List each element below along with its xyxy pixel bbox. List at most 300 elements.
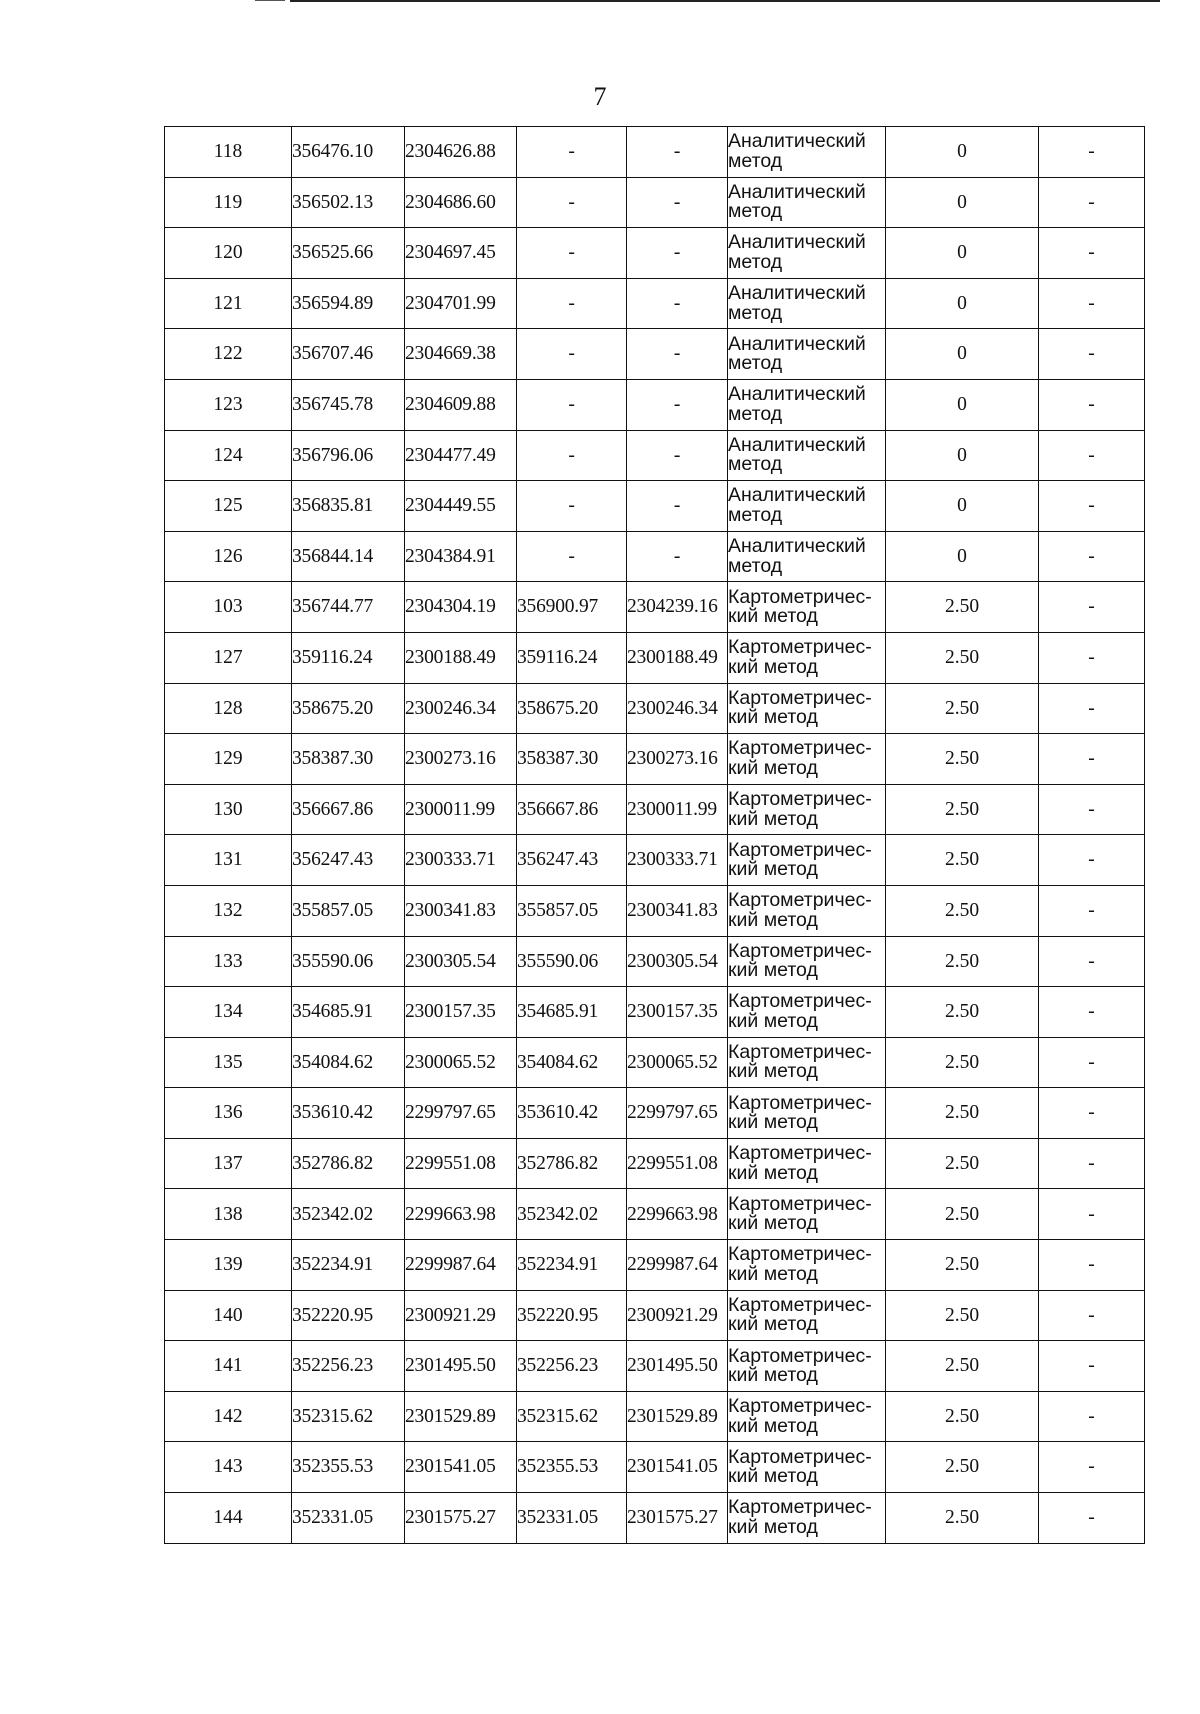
table-row [165,329,1145,380]
method-line-2: кий метод [728,1364,818,1387]
y-coord-cell: 2299987.64 [405,1240,517,1291]
error-cell: 2.50 [886,1088,1039,1139]
method-line-2: кий метод [728,1060,818,1083]
x-coord-cell: 356835.81 [292,481,405,532]
method-line-2: кий метод [728,1111,818,1134]
y-coord-2-cell: - [627,531,728,582]
x-coord-2-cell: 352256.23 [517,1341,627,1392]
note-cell: - [1039,1240,1145,1291]
point-number-cell: 134 [165,987,292,1038]
x-coord-2-cell: 354685.91 [517,987,627,1038]
table-row [165,885,1145,936]
y-coord-cell: 2304686.60 [405,177,517,228]
method-line-2: кий метод [728,1009,818,1032]
method-line-1: Картометричес- [728,636,872,659]
method-line-2: метод [728,503,783,526]
x-coord-2-cell: 352786.82 [517,1138,627,1189]
x-coord-cell: 356707.46 [292,329,405,380]
note-cell: - [1039,1037,1145,1088]
x-coord-2-cell: 358675.20 [517,683,627,734]
y-coord-cell: 2300273.16 [405,734,517,785]
error-cell: 2.50 [886,835,1039,886]
table-row [165,936,1145,987]
scan-edge-mark [255,0,285,1]
scan-top-rule [290,0,1160,2]
y-coord-2-cell: - [627,127,728,178]
x-coord-2-cell: 352331.05 [517,1493,627,1544]
error-cell: 0 [886,177,1039,228]
point-number-cell: 130 [165,784,292,835]
method-line-1: Картометричес- [728,1040,872,1063]
x-coord-cell: 352315.62 [292,1391,405,1442]
y-coord-cell: 2300011.99 [405,784,517,835]
note-cell: - [1039,177,1145,228]
y-coord-2-cell: 2300333.71 [627,835,728,886]
method-cell [728,481,886,532]
error-cell: 2.50 [886,683,1039,734]
error-cell: 2.50 [886,1037,1039,1088]
x-coord-2-cell: - [517,430,627,481]
table-row [165,1037,1145,1088]
method-line-2: кий метод [728,1313,818,1336]
method-line-1: Картометричес- [728,1091,872,1114]
x-coord-2-cell: - [517,127,627,178]
point-number-cell: 143 [165,1442,292,1493]
note-cell: - [1039,1290,1145,1341]
y-coord-cell: 2304626.88 [405,127,517,178]
note-cell: - [1039,1341,1145,1392]
method-cell [728,278,886,329]
y-coord-2-cell: - [627,481,728,532]
table-row [165,127,1145,178]
note-cell: - [1039,1391,1145,1442]
method-line-2: кий метод [728,959,818,982]
method-cell [728,936,886,987]
error-cell: 2.50 [886,784,1039,835]
table-row [165,531,1145,582]
error-cell: 2.50 [886,632,1039,683]
x-coord-cell: 356744.77 [292,582,405,633]
note-cell: - [1039,278,1145,329]
method-cell [728,683,886,734]
x-coord-2-cell: - [517,531,627,582]
note-cell: - [1039,379,1145,430]
x-coord-cell: 355590.06 [292,936,405,987]
point-number-cell: 126 [165,531,292,582]
x-coord-cell: 352355.53 [292,1442,405,1493]
error-cell: 2.50 [886,1290,1039,1341]
point-number-cell: 144 [165,1493,292,1544]
y-coord-cell: 2299551.08 [405,1138,517,1189]
table-body [165,127,1145,1544]
method-line-1: Картометричес- [728,990,872,1013]
method-line-1: Аналитический [728,332,866,355]
method-line-1: Аналитический [728,282,866,305]
x-coord-cell: 358387.30 [292,734,405,785]
table-row [165,1138,1145,1189]
y-coord-cell: 2304701.99 [405,278,517,329]
y-coord-cell: 2304697.45 [405,228,517,279]
y-coord-2-cell: - [627,430,728,481]
y-coord-2-cell: 2300921.29 [627,1290,728,1341]
x-coord-2-cell: 352220.95 [517,1290,627,1341]
method-line-2: кий метод [728,1262,818,1285]
method-line-1: Аналитический [728,180,866,203]
y-coord-cell: 2300921.29 [405,1290,517,1341]
y-coord-cell: 2301575.27 [405,1493,517,1544]
y-coord-2-cell: 2300273.16 [627,734,728,785]
y-coord-2-cell: 2300011.99 [627,784,728,835]
x-coord-cell: 358675.20 [292,683,405,734]
error-cell: 2.50 [886,987,1039,1038]
point-number-cell: 141 [165,1341,292,1392]
table-row [165,1088,1145,1139]
table-row [165,481,1145,532]
y-coord-cell: 2300341.83 [405,885,517,936]
y-coord-2-cell: 2301575.27 [627,1493,728,1544]
y-coord-cell: 2300065.52 [405,1037,517,1088]
method-line-1: Аналитический [728,383,866,406]
note-cell: - [1039,228,1145,279]
x-coord-2-cell: 356900.97 [517,582,627,633]
error-cell: 2.50 [886,1442,1039,1493]
y-coord-cell: 2300246.34 [405,683,517,734]
x-coord-2-cell: 352342.02 [517,1189,627,1240]
x-coord-cell: 353610.42 [292,1088,405,1139]
note-cell: - [1039,734,1145,785]
y-coord-2-cell: 2300246.34 [627,683,728,734]
x-coord-cell: 352256.23 [292,1341,405,1392]
point-number-cell: 133 [165,936,292,987]
x-coord-cell: 355857.05 [292,885,405,936]
x-coord-cell: 356667.86 [292,784,405,835]
x-coord-cell: 352331.05 [292,1493,405,1544]
x-coord-2-cell: 354084.62 [517,1037,627,1088]
method-line-1: Картометричес- [728,1192,872,1215]
x-coord-cell: 352342.02 [292,1189,405,1240]
y-coord-2-cell: 2299663.98 [627,1189,728,1240]
point-number-cell: 136 [165,1088,292,1139]
table-row [165,278,1145,329]
x-coord-cell: 354685.91 [292,987,405,1038]
method-cell [728,127,886,178]
x-coord-2-cell: 359116.24 [517,632,627,683]
y-coord-2-cell: - [627,177,728,228]
note-cell: - [1039,430,1145,481]
x-coord-2-cell: 352315.62 [517,1391,627,1442]
table-row [165,228,1145,279]
error-cell: 2.50 [886,936,1039,987]
y-coord-2-cell: 2300157.35 [627,987,728,1038]
method-cell [728,885,886,936]
point-number-cell: 128 [165,683,292,734]
method-line-1: Картометричес- [728,585,872,608]
note-cell: - [1039,127,1145,178]
error-cell: 0 [886,481,1039,532]
method-line-1: Картометричес- [728,737,872,760]
method-line-2: кий метод [728,1212,818,1235]
method-cell [728,379,886,430]
error-cell: 2.50 [886,1493,1039,1544]
note-cell: - [1039,987,1145,1038]
method-line-2: метод [728,200,783,223]
method-line-1: Картометричес- [728,1293,872,1316]
table-row [165,835,1145,886]
y-coord-cell: 2304477.49 [405,430,517,481]
method-line-2: кий метод [728,1515,818,1538]
method-cell [728,1391,886,1442]
table-row [165,1189,1145,1240]
error-cell: 0 [886,329,1039,380]
x-coord-2-cell: - [517,481,627,532]
method-line-1: Картометричес- [728,1395,872,1418]
method-line-1: Картометричес- [728,686,872,709]
error-cell: 0 [886,278,1039,329]
method-line-1: Картометричес- [728,788,872,811]
method-line-2: метод [728,250,783,273]
note-cell: - [1039,329,1145,380]
method-line-2: метод [728,453,783,476]
method-cell [728,582,886,633]
y-coord-cell: 2299663.98 [405,1189,517,1240]
x-coord-2-cell: - [517,329,627,380]
method-line-1: Картометричес- [728,1496,872,1519]
error-cell: 0 [886,531,1039,582]
method-line-2: кий метод [728,655,818,678]
table-row [165,1341,1145,1392]
x-coord-cell: 356502.13 [292,177,405,228]
y-coord-cell: 2300305.54 [405,936,517,987]
method-cell [728,1341,886,1392]
method-line-1: Картометричес- [728,1344,872,1367]
x-coord-2-cell: 355857.05 [517,885,627,936]
note-cell: - [1039,835,1145,886]
y-coord-2-cell: 2301541.05 [627,1442,728,1493]
method-line-2: кий метод [728,1414,818,1437]
table-row [165,379,1145,430]
method-cell [728,1138,886,1189]
y-coord-cell: 2304304.19 [405,582,517,633]
point-number-cell: 138 [165,1189,292,1240]
note-cell: - [1039,936,1145,987]
table-row [165,1493,1145,1544]
method-line-2: метод [728,301,783,324]
point-number-cell: 119 [165,177,292,228]
method-line-1: Картометричес- [728,1445,872,1468]
method-line-2: кий метод [728,858,818,881]
method-cell [728,1240,886,1291]
method-line-1: Аналитический [728,535,866,558]
error-cell: 0 [886,228,1039,279]
x-coord-cell: 356525.66 [292,228,405,279]
method-cell [728,987,886,1038]
method-cell [728,228,886,279]
method-cell [728,531,886,582]
y-coord-2-cell: 2301529.89 [627,1391,728,1442]
point-number-cell: 103 [165,582,292,633]
y-coord-cell: 2300157.35 [405,987,517,1038]
y-coord-cell: 2301495.50 [405,1341,517,1392]
method-line-2: кий метод [728,1161,818,1184]
note-cell: - [1039,1138,1145,1189]
page-number: 7 [593,82,607,111]
x-coord-cell: 352220.95 [292,1290,405,1341]
point-number-cell: 124 [165,430,292,481]
point-number-cell: 137 [165,1138,292,1189]
method-cell [728,1037,886,1088]
y-coord-cell: 2301529.89 [405,1391,517,1442]
method-line-1: Картометричес- [728,1142,872,1165]
error-cell: 0 [886,379,1039,430]
method-line-2: метод [728,402,783,425]
note-cell: - [1039,632,1145,683]
y-coord-2-cell: 2300341.83 [627,885,728,936]
y-coord-2-cell: 2300305.54 [627,936,728,987]
coordinates-table [164,126,1145,1544]
x-coord-cell: 352234.91 [292,1240,405,1291]
table-row [165,177,1145,228]
method-line-2: кий метод [728,756,818,779]
x-coord-cell: 356796.06 [292,430,405,481]
y-coord-2-cell: - [627,379,728,430]
note-cell: - [1039,1442,1145,1493]
method-line-1: Аналитический [728,433,866,456]
method-cell [728,329,886,380]
table-row [165,1290,1145,1341]
x-coord-2-cell: 356247.43 [517,835,627,886]
x-coord-2-cell: 358387.30 [517,734,627,785]
point-number-cell: 123 [165,379,292,430]
error-cell: 0 [886,430,1039,481]
method-line-1: Аналитический [728,484,866,507]
method-line-2: кий метод [728,908,818,931]
method-line-1: Картометричес- [728,1243,872,1266]
note-cell: - [1039,683,1145,734]
method-line-2: метод [728,149,783,172]
method-cell [728,784,886,835]
table-row [165,1442,1145,1493]
note-cell: - [1039,1493,1145,1544]
y-coord-cell: 2299797.65 [405,1088,517,1139]
x-coord-2-cell: 352355.53 [517,1442,627,1493]
error-cell: 2.50 [886,1341,1039,1392]
method-line-2: метод [728,352,783,375]
y-coord-cell: 2304609.88 [405,379,517,430]
x-coord-cell: 356476.10 [292,127,405,178]
method-line-1: Аналитический [728,130,866,153]
y-coord-2-cell: 2300065.52 [627,1037,728,1088]
method-line-1: Картометричес- [728,838,872,861]
point-number-cell: 132 [165,885,292,936]
x-coord-cell: 354084.62 [292,1037,405,1088]
x-coord-cell: 352786.82 [292,1138,405,1189]
method-cell [728,430,886,481]
note-cell: - [1039,1088,1145,1139]
x-coord-cell: 359116.24 [292,632,405,683]
y-coord-2-cell: - [627,228,728,279]
point-number-cell: 127 [165,632,292,683]
x-coord-2-cell: 355590.06 [517,936,627,987]
y-coord-cell: 2304669.38 [405,329,517,380]
method-cell [728,1442,886,1493]
note-cell: - [1039,481,1145,532]
table-row [165,784,1145,835]
error-cell: 2.50 [886,1189,1039,1240]
method-line-2: кий метод [728,1465,818,1488]
x-coord-cell: 356844.14 [292,531,405,582]
y-coord-cell: 2300188.49 [405,632,517,683]
method-cell [728,1189,886,1240]
x-coord-2-cell: 353610.42 [517,1088,627,1139]
method-cell [728,1088,886,1139]
y-coord-cell: 2304449.55 [405,481,517,532]
table-row [165,632,1145,683]
point-number-cell: 125 [165,481,292,532]
method-line-1: Аналитический [728,231,866,254]
note-cell: - [1039,1189,1145,1240]
method-cell [728,835,886,886]
y-coord-2-cell: - [627,329,728,380]
method-cell [728,177,886,228]
method-line-2: кий метод [728,605,818,628]
x-coord-cell: 356594.89 [292,278,405,329]
y-coord-cell: 2301541.05 [405,1442,517,1493]
point-number-cell: 118 [165,127,292,178]
error-cell: 0 [886,127,1039,178]
y-coord-2-cell: - [627,278,728,329]
point-number-cell: 120 [165,228,292,279]
method-line-2: кий метод [728,807,818,830]
point-number-cell: 139 [165,1240,292,1291]
x-coord-cell: 356745.78 [292,379,405,430]
note-cell: - [1039,885,1145,936]
note-cell: - [1039,531,1145,582]
method-cell [728,1290,886,1341]
x-coord-2-cell: - [517,379,627,430]
error-cell: 2.50 [886,1138,1039,1189]
y-coord-2-cell: 2299551.08 [627,1138,728,1189]
point-number-cell: 142 [165,1391,292,1442]
table-row [165,582,1145,633]
point-number-cell: 121 [165,278,292,329]
method-cell [728,734,886,785]
error-cell: 2.50 [886,582,1039,633]
point-number-cell: 135 [165,1037,292,1088]
method-line-1: Картометричес- [728,889,872,912]
x-coord-2-cell: 352234.91 [517,1240,627,1291]
method-cell [728,1493,886,1544]
method-line-1: Картометричес- [728,939,872,962]
method-line-2: кий метод [728,706,818,729]
x-coord-cell: 356247.43 [292,835,405,886]
error-cell: 2.50 [886,734,1039,785]
y-coord-2-cell: 2304239.16 [627,582,728,633]
method-line-2: метод [728,554,783,577]
x-coord-2-cell: 356667.86 [517,784,627,835]
point-number-cell: 140 [165,1290,292,1341]
y-coord-2-cell: 2301495.50 [627,1341,728,1392]
method-cell [728,632,886,683]
note-cell: - [1039,784,1145,835]
y-coord-cell: 2304384.91 [405,531,517,582]
error-cell: 2.50 [886,1391,1039,1442]
point-number-cell: 129 [165,734,292,785]
y-coord-2-cell: 2299797.65 [627,1088,728,1139]
x-coord-2-cell: - [517,228,627,279]
table-row [165,683,1145,734]
table-row [165,1240,1145,1291]
y-coord-2-cell: 2300188.49 [627,632,728,683]
